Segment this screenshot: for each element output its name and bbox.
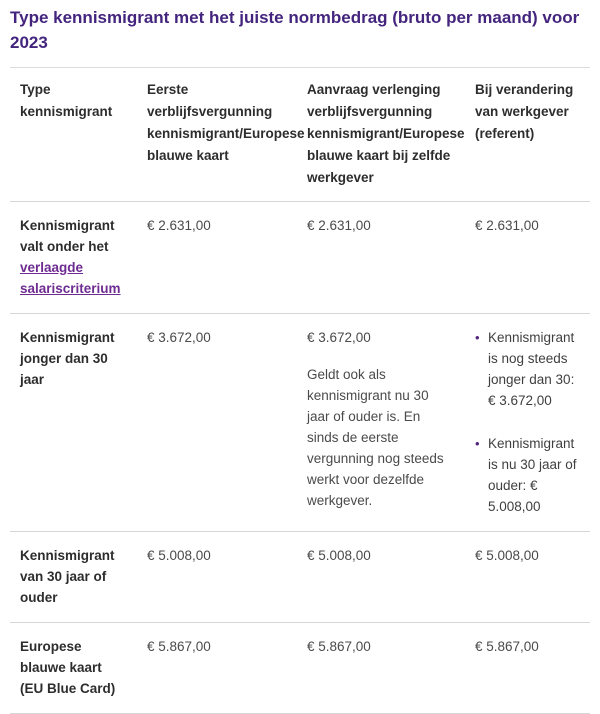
amount-value: € 5.008,00 bbox=[147, 548, 211, 563]
norm-amounts-table bbox=[10, 67, 590, 714]
column-header-eerste-vergunning: Eerste verblijfsvergunning kennismigrant/Europese blauwe kaart bbox=[137, 68, 297, 202]
amount-value: € 5.867,00 bbox=[475, 639, 539, 654]
amount-value: € 2.631,00 bbox=[307, 218, 371, 233]
cell-note: Geldt ook als kennismigrant nu 30 jaar of ouder is. En sinds de eerste vergunning nog steeds werkt voor dezelfde werkgever. bbox=[307, 367, 444, 508]
amount-value: € 3.672,00 bbox=[307, 330, 371, 345]
amount-value: € 3.672,00 bbox=[147, 330, 211, 345]
amount-value: € 2.631,00 bbox=[475, 218, 539, 233]
column-header-type: Type kennismigrant bbox=[10, 68, 137, 202]
row-label: Kennismigrant van 30 jaar of ouder bbox=[10, 532, 137, 623]
amount-value: € 5.867,00 bbox=[307, 639, 371, 654]
table-row-30-of-ouder bbox=[10, 532, 590, 623]
list-item: • Kennismigrant is nog steeds jonger dan 30: € 3.672,00 bbox=[475, 327, 578, 411]
amount-value: € 2.631,00 bbox=[147, 218, 211, 233]
amount-value: € 5.867,00 bbox=[147, 639, 211, 654]
amount-value: € 5.008,00 bbox=[475, 548, 539, 563]
amount-value: € 5.008,00 bbox=[307, 548, 371, 563]
werkgever-verandering-list bbox=[475, 327, 578, 517]
row-label bbox=[10, 202, 137, 314]
table-row-verlaagd-salariscriterium bbox=[10, 202, 590, 314]
table-row-eu-blue-card bbox=[10, 623, 590, 714]
row-label-text: Kennismigrant valt onder het bbox=[20, 218, 115, 254]
column-header-verlenging: Aanvraag verlenging verblijfsvergunning kennismigrant/Europese blauwe kaart bij zelfde werkgever bbox=[297, 68, 465, 202]
page-title: Type kennismigrant met het juiste normbedrag (bruto per maand) voor 2023 bbox=[10, 8, 580, 52]
verlaagde-salariscriterium-link[interactable]: verlaagde salariscriterium bbox=[20, 260, 121, 296]
column-header-verandering-werkgever: Bij verandering van werkgever (referent) bbox=[465, 68, 590, 202]
row-label: Europese blauwe kaart (EU Blue Card) bbox=[10, 623, 137, 714]
table-row-jonger-dan-30 bbox=[10, 314, 590, 532]
row-label: Kennismigrant jonger dan 30 jaar bbox=[10, 314, 137, 532]
table-header-row bbox=[10, 68, 590, 202]
list-item: • Kennismigrant is nu 30 jaar of ouder: € 5.008,00 bbox=[475, 433, 578, 517]
